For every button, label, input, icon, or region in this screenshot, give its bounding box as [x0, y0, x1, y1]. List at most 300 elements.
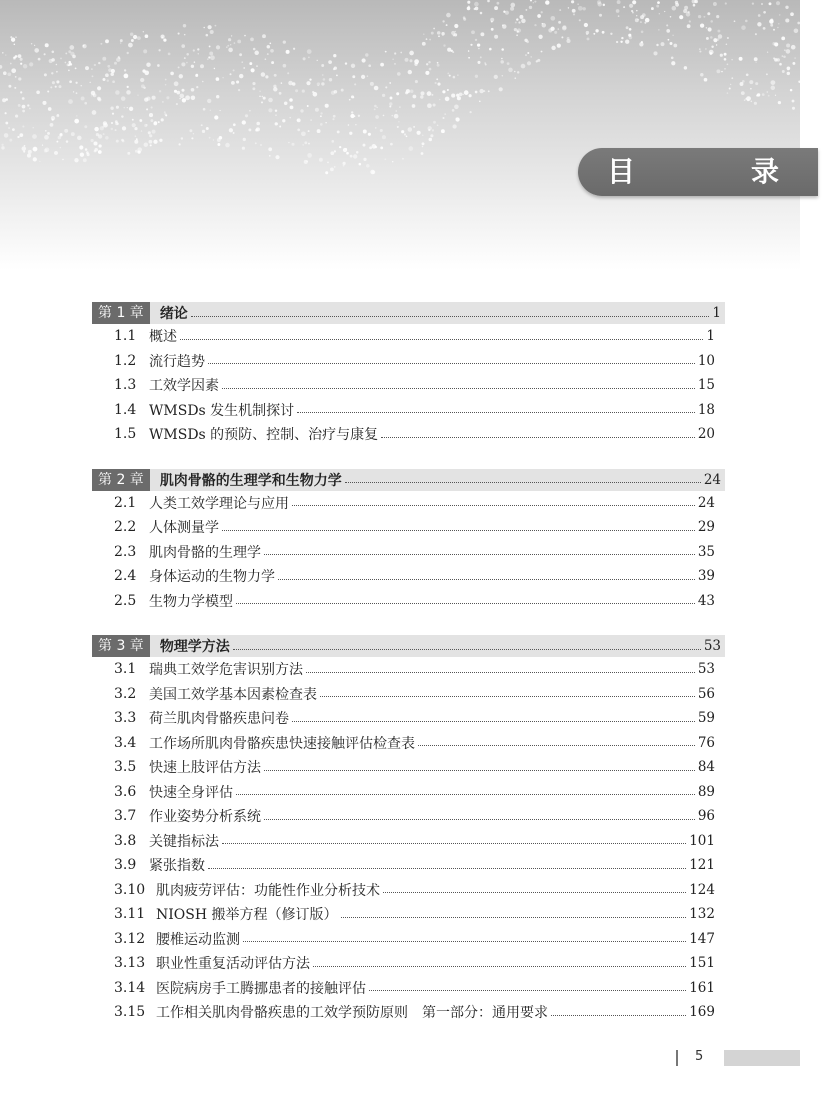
section-entry[interactable]: [114, 540, 725, 565]
wave-dot: [571, 0, 574, 3]
wave-dot: [81, 85, 82, 86]
dot-leader: [369, 990, 686, 991]
wave-dot: [36, 90, 40, 94]
wave-dot: [59, 85, 62, 88]
wave-dot: [471, 30, 475, 34]
wave-dot: [254, 51, 259, 56]
wave-dot: [516, 18, 518, 20]
wave-dot: [242, 147, 245, 150]
wave-dot: [244, 35, 246, 37]
wave-dot: [69, 45, 74, 50]
section-entry[interactable]: [114, 927, 725, 952]
wave-dot: [716, 69, 720, 73]
wave-dot: [307, 153, 312, 158]
wave-dot: [174, 90, 177, 93]
chapter-page: 53: [703, 638, 721, 654]
wave-dot: [699, 50, 701, 52]
wave-dot: [307, 105, 309, 107]
section-entry[interactable]: [114, 780, 725, 805]
wave-dot: [769, 19, 774, 24]
wave-dot: [446, 24, 448, 26]
wave-dot: [306, 81, 310, 85]
wave-dot: [467, 1, 470, 4]
wave-dot: [333, 115, 336, 118]
wave-dot: [206, 34, 209, 37]
chapter-number: 第 2 章: [92, 469, 150, 491]
wave-dot: [243, 67, 245, 69]
wave-dot: [159, 139, 162, 142]
wave-dot: [776, 1, 780, 5]
wave-dot: [640, 15, 644, 19]
section-number: 3.7: [114, 808, 137, 825]
wave-dot: [747, 99, 750, 102]
wave-dot: [85, 66, 89, 70]
section-entry[interactable]: [114, 731, 725, 756]
wave-dot: [42, 101, 46, 105]
wave-dot: [146, 108, 148, 110]
wave-dot: [770, 24, 773, 27]
wave-dot: [301, 131, 306, 136]
wave-dot: [502, 24, 506, 28]
chapter-title: 肌肉骨骼的生理学和生物力学: [159, 472, 342, 489]
wave-dot: [27, 154, 31, 158]
wave-dot: [105, 136, 109, 140]
wave-dot: [700, 73, 703, 76]
wave-dot: [390, 143, 393, 146]
wave-dot: [60, 57, 62, 59]
wave-dot: [541, 51, 543, 53]
wave-dot: [499, 87, 503, 91]
section-entry[interactable]: [114, 755, 725, 780]
wave-dot: [734, 20, 736, 22]
wave-dot: [363, 158, 366, 161]
wave-dot: [542, 23, 544, 25]
wave-dot: [455, 31, 456, 32]
wave-dot: [18, 77, 21, 80]
wave-dot: [325, 122, 326, 123]
wave-dot: [538, 35, 542, 39]
section-entry[interactable]: [114, 951, 725, 976]
wave-dot: [375, 127, 376, 128]
wave-dot: [408, 127, 412, 131]
wave-dot: [329, 78, 332, 81]
wave-dot: [497, 2, 500, 5]
wave-dot: [15, 37, 16, 38]
wave-dot: [427, 103, 432, 108]
section-title: 人类工效学理论与应用: [149, 495, 289, 512]
wave-dot: [7, 72, 11, 76]
wave-dot: [394, 52, 396, 54]
wave-dot: [500, 60, 504, 64]
wave-dot: [710, 20, 713, 23]
wave-dot: [550, 16, 555, 21]
wave-dot: [768, 95, 770, 97]
wave-dot: [283, 64, 287, 68]
dot-leader: [180, 339, 703, 340]
wave-dot: [792, 107, 795, 110]
wave-dot: [74, 119, 79, 124]
wave-dot: [236, 80, 239, 83]
wave-dot: [130, 32, 133, 35]
wave-dot: [766, 91, 768, 93]
wave-dot: [397, 126, 399, 128]
wave-dot: [216, 95, 219, 98]
wave-dot: [248, 128, 251, 131]
wave-dot: [181, 62, 185, 66]
wave-dot: [603, 4, 605, 6]
wave-dot: [45, 43, 49, 47]
wave-dot: [534, 1, 536, 3]
wave-dot: [184, 34, 186, 36]
wave-dot: [656, 5, 659, 8]
wave-dot: [754, 102, 757, 105]
wave-dot: [457, 74, 458, 75]
wave-dot: [193, 49, 195, 51]
wave-dot: [209, 45, 211, 47]
wave-dot: [587, 37, 590, 40]
wave-dot: [268, 147, 272, 151]
wave-dot: [629, 28, 632, 31]
wave-dot: [429, 138, 432, 141]
wave-dot: [146, 62, 150, 66]
section-entry[interactable]: [114, 804, 725, 829]
wave-dot: [477, 61, 480, 64]
wave-dot: [428, 129, 430, 131]
wave-dot: [330, 168, 334, 172]
wave-dot: [710, 36, 713, 39]
chapter-entry[interactable]: [92, 302, 725, 324]
wave-dot: [249, 62, 252, 65]
wave-dot: [268, 98, 273, 103]
wave-dot: [453, 35, 455, 37]
wave-dot: [352, 75, 355, 78]
dot-leader: [345, 482, 701, 483]
wave-dot: [323, 78, 326, 81]
wave-dot: [51, 72, 53, 74]
wave-dot: [762, 93, 765, 96]
wave-dot: [64, 129, 68, 133]
wave-dot: [750, 100, 752, 102]
dot-leader: [264, 819, 695, 820]
wave-dot: [256, 127, 260, 131]
wave-dot: [103, 133, 105, 135]
wave-dot: [698, 15, 701, 18]
wave-dot: [720, 54, 723, 57]
section-entry[interactable]: [114, 349, 725, 374]
wave-dot: [137, 95, 138, 96]
section-entry[interactable]: [114, 324, 725, 349]
wave-dot: [228, 38, 231, 41]
wave-dot: [518, 21, 520, 23]
wave-dot: [409, 51, 414, 56]
wave-dot: [345, 62, 347, 64]
wave-dot: [551, 46, 555, 50]
wave-dot: [69, 80, 72, 83]
wave-dot: [269, 42, 271, 44]
wave-dot: [203, 27, 205, 29]
wave-dot: [260, 144, 262, 146]
section-number: 3.5: [114, 759, 137, 776]
wave-dot: [376, 107, 377, 108]
wave-dot: [782, 55, 784, 57]
wave-dot: [425, 71, 429, 75]
wave-dot: [704, 78, 708, 82]
section-entry[interactable]: [114, 682, 725, 707]
wave-dot: [769, 2, 772, 5]
wave-dot: [152, 130, 156, 134]
wave-dot: [757, 22, 761, 26]
wave-dot: [336, 75, 338, 77]
wave-dot: [787, 66, 791, 70]
wave-dot: [50, 86, 52, 88]
wave-dot: [437, 62, 439, 64]
wave-dot: [39, 161, 40, 162]
chapter-entry[interactable]: [92, 469, 725, 491]
wave-dot: [568, 7, 569, 8]
wave-dot: [345, 148, 347, 150]
wave-dot: [267, 45, 271, 49]
wave-dot: [255, 142, 257, 144]
wave-dot: [94, 64, 96, 66]
wave-dot: [193, 133, 194, 134]
wave-dot: [295, 89, 298, 92]
wave-dot: [132, 123, 136, 127]
wave-dot: [77, 136, 82, 141]
wave-dot: [76, 92, 78, 94]
wave-dot: [389, 102, 392, 105]
wave-dot: [115, 90, 120, 95]
wave-dot: [96, 133, 99, 136]
wave-dot: [149, 140, 153, 144]
wave-dot: [334, 150, 336, 152]
wave-dot: [131, 39, 134, 42]
wave-dot: [785, 18, 789, 22]
wave-dot: [348, 124, 350, 126]
section-page: 89: [697, 783, 715, 800]
wave-dot: [454, 24, 458, 28]
wave-dot: [129, 107, 133, 111]
wave-dot: [303, 57, 306, 60]
wave-dot: [34, 45, 35, 46]
wave-dot: [468, 57, 470, 59]
wave-dot: [670, 16, 672, 18]
chapter-entry[interactable]: [92, 635, 725, 657]
section-page: 29: [697, 519, 715, 536]
wave-dot: [394, 114, 399, 119]
wave-dot: [693, 4, 696, 7]
section-entry[interactable]: [114, 902, 725, 927]
section-number: 3.1: [114, 661, 137, 678]
wave-dot: [421, 152, 424, 155]
wave-dot: [468, 50, 470, 52]
wave-dot: [670, 42, 673, 45]
wave-dot: [268, 108, 272, 112]
section-page: 43: [697, 592, 715, 609]
wave-dot: [265, 75, 268, 78]
wave-dot: [18, 104, 21, 107]
wave-dot: [766, 73, 768, 75]
wave-dot: [252, 82, 255, 85]
section-entry[interactable]: [114, 829, 725, 854]
wave-dot: [2, 52, 4, 54]
wave-dot: [250, 38, 254, 42]
wave-dot: [93, 141, 97, 145]
wave-dot: [510, 3, 515, 8]
wave-dot: [121, 96, 126, 101]
wave-dot: [11, 38, 15, 42]
wave-dot: [778, 23, 780, 25]
wave-dot: [259, 96, 260, 97]
wave-dot: [149, 113, 153, 117]
wave-dot: [91, 95, 92, 96]
wave-dot: [302, 90, 305, 93]
wave-dot: [341, 89, 344, 92]
wave-dot: [474, 2, 479, 7]
wave-dot: [666, 24, 668, 26]
wave-dot: [234, 42, 236, 44]
section-entry[interactable]: [114, 976, 725, 1001]
section-entry[interactable]: [114, 1000, 725, 1025]
wave-dot: [98, 62, 100, 64]
wave-dot: [773, 29, 775, 31]
wave-dot: [176, 103, 178, 105]
wave-dot: [731, 77, 733, 79]
wave-dot: [755, 62, 756, 63]
section-entry[interactable]: [114, 373, 725, 398]
section-entry[interactable]: [114, 422, 725, 447]
wave-dot: [334, 166, 336, 168]
wave-dot: [282, 119, 285, 122]
wave-dot: [11, 68, 16, 73]
section-entry[interactable]: [114, 398, 725, 423]
wave-dot: [431, 32, 434, 35]
wave-dot: [222, 77, 223, 78]
wave-dot: [48, 107, 52, 111]
wave-dot: [657, 1, 660, 4]
wave-dot: [664, 11, 665, 12]
section-title: 关键指标法: [149, 833, 219, 850]
wave-dot: [429, 68, 432, 71]
table-of-contents: [92, 302, 725, 1047]
section-entry[interactable]: [114, 515, 725, 540]
wave-dot: [454, 105, 459, 110]
wave-dot: [23, 64, 27, 68]
section-entry[interactable]: [114, 491, 725, 516]
wave-dot: [382, 135, 386, 139]
wave-dot: [389, 82, 391, 84]
section-entry[interactable]: [114, 589, 725, 614]
wave-dot: [393, 59, 394, 60]
wave-dot: [170, 72, 174, 76]
wave-dot: [2, 98, 6, 102]
wave-dot: [162, 101, 164, 103]
wave-dot: [84, 102, 87, 105]
wave-dot: [446, 13, 451, 18]
wave-dot: [485, 63, 487, 65]
wave-dot: [15, 55, 18, 58]
section-number: 2.1: [114, 494, 137, 511]
wave-dot: [162, 37, 163, 38]
chapter-title: 物理学方法: [159, 639, 230, 655]
wave-dot: [730, 84, 731, 85]
wave-dot: [656, 44, 658, 46]
wave-dot: [287, 72, 289, 74]
wave-dot: [477, 43, 480, 46]
section-number: 3.10: [114, 881, 146, 898]
wave-dot: [317, 82, 320, 85]
wave-dot: [297, 118, 301, 122]
wave-dot: [110, 73, 114, 77]
wave-dot: [349, 99, 351, 101]
wave-dot: [273, 85, 276, 88]
section-entry[interactable]: [114, 657, 725, 682]
wave-dot: [577, 4, 578, 5]
wave-dot: [426, 38, 428, 40]
dot-leader: [297, 412, 695, 413]
wave-dot: [256, 65, 258, 67]
wave-dot: [430, 134, 433, 137]
wave-dot: [351, 111, 353, 113]
wave-dot: [521, 19, 526, 24]
wave-dot: [782, 70, 785, 73]
dot-leader: [191, 316, 710, 317]
section-number: 3.13: [114, 955, 146, 972]
dot-leader: [381, 437, 695, 438]
section-entry[interactable]: [114, 853, 725, 878]
wave-dot: [705, 48, 706, 49]
wave-dot: [621, 37, 623, 39]
wave-dot: [343, 162, 346, 165]
wave-dot: [684, 6, 688, 10]
wave-dot: [366, 164, 370, 168]
wave-dot: [399, 106, 401, 108]
wave-dot: [582, 7, 585, 10]
wave-dot: [422, 135, 423, 136]
wave-dot: [143, 31, 144, 32]
section-number: 3.6: [114, 783, 137, 800]
section-entry[interactable]: [114, 564, 725, 589]
section-entry[interactable]: [114, 878, 725, 903]
section-title: 人体测量学: [149, 520, 219, 537]
wave-dot: [29, 108, 31, 110]
wave-dot: [442, 90, 445, 93]
wave-dot: [151, 106, 153, 108]
wave-dot: [443, 44, 445, 46]
wave-dot: [706, 27, 708, 29]
wave-dot: [275, 109, 277, 111]
wave-dot: [724, 68, 725, 69]
wave-dot: [398, 121, 399, 122]
wave-dot: [20, 58, 23, 61]
section-entry[interactable]: [114, 706, 725, 731]
wave-dot: [127, 86, 129, 88]
section-number: 3.9: [114, 857, 137, 874]
wave-dot: [127, 107, 128, 108]
wave-dot: [134, 127, 137, 130]
wave-dot: [358, 115, 360, 117]
wave-dot: [208, 56, 210, 58]
section-title: 肌肉疲劳评估：功能性作业分析技术: [156, 882, 380, 899]
wave-dot: [525, 54, 527, 56]
wave-dot: [491, 28, 494, 31]
wave-dot: [225, 143, 230, 148]
header-banner: [0, 0, 800, 270]
wave-dot: [84, 125, 87, 128]
wave-dot: [349, 132, 352, 135]
wave-dot: [391, 115, 393, 117]
section-title: 工作场所肌肉骨骼疾患快速接触评估检查表: [149, 735, 415, 752]
wave-dot: [313, 92, 318, 97]
